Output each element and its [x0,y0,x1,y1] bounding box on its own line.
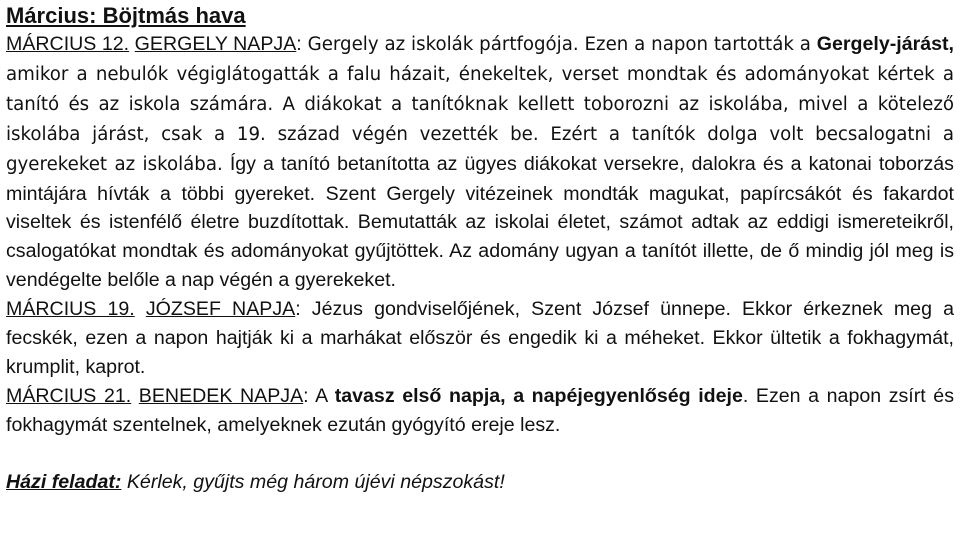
section-gergely [6,30,954,295]
section-gergely-date: MÁRCIUS 12. [6,33,130,55]
homework-label: Házi feladat: [6,470,122,493]
section-gergely-text-3: Így a tanító betanította az ügyes diákokat versekre, dalokra és a katonai toborzás mintájára hívták a többi gyereket. Szent Gergely vitézeinek mondták magukat, papírcsákót és fakardot viseltek és istenfélő életre buzdítottak. Bemutatták az iskolai életet, számot adtak az eddigi ismereteikről, csalogatókat mondtak és adományokat gyűjtöttek. Az adomány ugyan a tanítót illette, de ő mindig jól meg is vendégelte belőle a nap végén a gyerekeket. [6,152,954,292]
section-gergely-text-1: Gergely az iskolák pártfogója. Ezen a napon tartották a [301,34,817,55]
page-title: Március: Böjtmás hava [6,3,246,28]
section-gergely-sep: : [296,33,302,55]
homework [6,468,954,497]
blank-line [6,440,954,468]
section-gergely-text-2: amikor a nebulók végiglátogatták a falu házait, énekeltek, verset mondtak és adományokat kértek a tanító és az iskola számára. A diákokat a tanítóknak kellett toborozni az iskolába, mivel a kötelező iskolába járást, csak a 19. század végén vezették be. Ezért a tanítók dolga volt becsalogatni a gyerekeket az iskolába. [6,63,954,175]
section-benedek [6,382,954,440]
section-gergely-name: GERGELY NAPJA [134,33,297,55]
section-jozsef-name: JÓZSEF NAPJA [145,298,296,321]
section-benedek-text: . Ezen a napon zsírt és fokhagymát szentelnek, amelyeknek ezután gyógyító ereje lesz. [6,384,954,436]
section-jozsef-text: Jézus gondviselőjének, Szent József ünnepe. Ekkor érkeznek meg a fecskék, ezen a napon hajtják ki a marhákat először és engedik ki a méheket. Ekkor ültetik a fokhagymát, krumplit, kaprot. [6,298,954,378]
gergely-jaras-bold: Gergely-járást, [816,33,954,55]
document-page [0,2,960,553]
section-benedek-name: BENEDEK NAPJA [138,384,304,407]
homework-text: Kérlek, gyűjts még három újévi népszokást! [121,470,505,493]
section-benedek-sep: : A [303,384,335,407]
section-jozsef-date: MÁRCIUS 19. [6,298,135,321]
section-benedek-date: MÁRCIUS 21. [6,384,132,407]
section-benedek-bold: tavasz első napja, a napéjegyenlőség ideje [334,384,743,407]
section-jozsef-sep: : [295,298,301,321]
section-jozsef [6,295,954,382]
